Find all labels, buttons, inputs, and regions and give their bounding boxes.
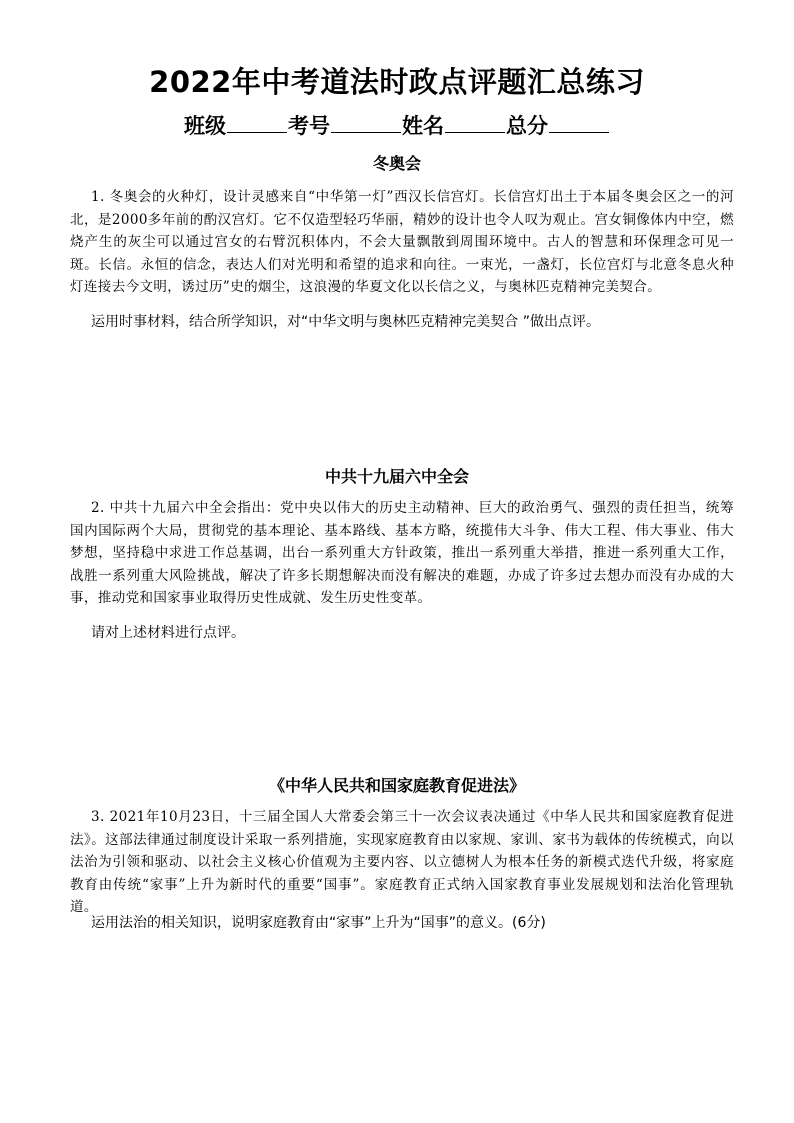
question-3-prompt: 运用法治的相关知识，说明家庭教育由“家事”上升为“国事”的意义。(6分)	[91, 915, 546, 931]
class-blank	[227, 112, 287, 133]
class-label: 班级	[184, 114, 226, 138]
section-heading-winter-olympics: 冬奥会	[372, 154, 421, 173]
page-title: 2022年中考道法时政点评题汇总练习	[149, 65, 645, 99]
score-blank	[549, 112, 609, 133]
student-info-row	[0, 112, 794, 140]
question-1-material: 1. 冬奥会的火种灯，设计灵感来自“中华第一灯”西汉长信宫灯。长信宫灯出土于本届冬奥会区之一的河北，是2000多年前的酌汉宫灯。它不仅造型轻巧华丽，精妙的设计也令人叹为观止。宫女铜像体内中空，燃烧产生的灰尘可以通过宫女的右臂沉积体内，不会大量飘散到周围环境中。古人的智慧和环保理念可见一斑。长信。永恒的信念，表达人们对光明和希望的追求和向往。一束光，一盏灯，长位宫灯与北意冬息火种灯连接去今文明，诱过历”史的烟尘，这浪漫的华夏文化以长信之义，与奥林匹克精神完美契合。	[70, 189, 734, 295]
section-heading-family-education-law: 《中华人民共和国家庭教育促进法》	[268, 776, 525, 795]
question-2-prompt: 请对上述材料进行点评。	[91, 625, 245, 641]
score-label: 总分	[506, 114, 548, 138]
question-3-material: 3. 2021年10月23日，十三届全国人大常委会第三十一次会议表决通过《中华人民共和国家庭教育促进法》。这部法律通过制度设计采取一系列措施，实现家庭教育由以家规、家训、家书为载体的传统模式，向以法治为引领和驱动、以社会主义核心价值观为主要内容、以立德树人为根本任务的新模式迭代升级，将家庭教育由传统“家事”上升为新时代的重要“国事”。家庭教育正式纳入国家教育事业发展规划和法治化管理轨道。	[70, 809, 734, 915]
question-1-prompt: 运用时事材料，结合所学知识，对“中华文明与奥林匹克精神完美契合 ”做出点评。	[91, 314, 600, 330]
name-label: 姓名	[402, 114, 444, 138]
exam-number-blank	[331, 112, 401, 133]
exam-number-label: 考号	[288, 114, 330, 138]
question-2-material: 2. 中共十九届六中全会指出：党中央以伟大的历史主动精神、巨大的政治勇气、强烈的责任担当，统筹国内国际两个大局，贯彻党的基本理论、基本路线、基本方略，统揽伟大斗争、伟大工程、伟大事业、伟大梦想，坚持稳中求进工作总基调，出台一系列重大方针政策，推出一系列重大举措，推进一系列重大工作，战胜一系列重大风险挑战，解决了许多长期想解决而没有解决的难题，办成了许多过去想办而没有办成的大事，推动党和国家事业取得历史性成就、发生历史性变革。	[70, 500, 734, 606]
name-blank	[445, 112, 505, 133]
section-heading-sixth-plenary: 中共十九届六中全会	[324, 467, 469, 486]
